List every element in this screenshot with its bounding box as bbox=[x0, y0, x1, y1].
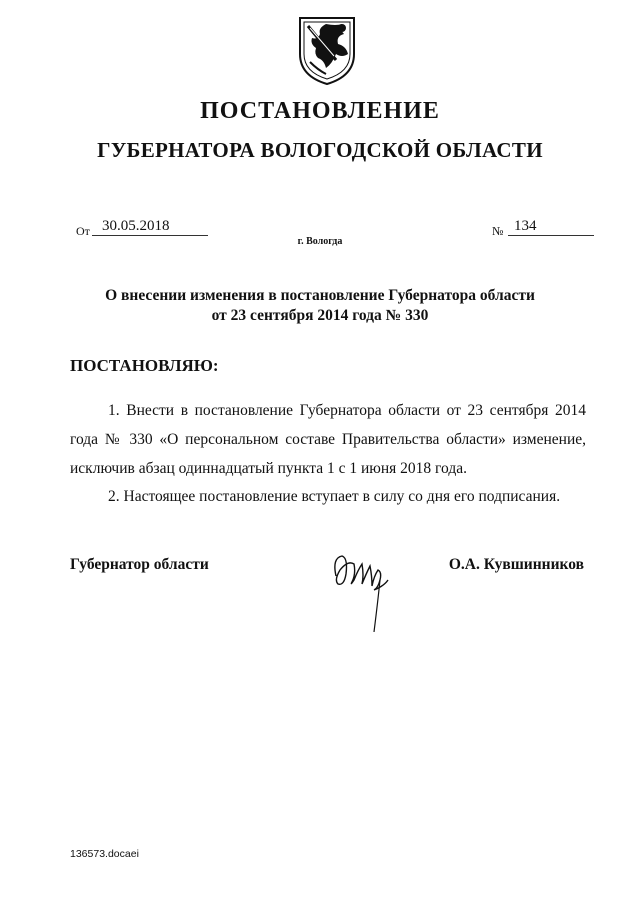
date-label: От bbox=[76, 224, 90, 238]
file-code: 136573.docaei bbox=[70, 848, 139, 860]
document-subtitle: ГУБЕРНАТОРА ВОЛОГОДСКОЙ ОБЛАСТИ bbox=[97, 138, 543, 162]
signatory-position: Губернатор области bbox=[70, 556, 209, 573]
coat-of-arms-icon bbox=[296, 14, 358, 86]
decree-heading: ПОСТАНОВЛЯЮ: bbox=[70, 356, 219, 375]
signature-icon bbox=[328, 540, 398, 632]
subject-line-2: от 23 сентября 2014 года № 330 bbox=[211, 307, 429, 324]
city-label: г. Вологда bbox=[297, 236, 343, 247]
subject-line-1: О внесении изменения в постановление Губернатора области bbox=[105, 287, 535, 304]
number-label: № bbox=[492, 224, 504, 238]
paragraph-1: 1. Внести в постановление Губернатора области от 23 сентября 2014 года № 330 «О персональном составе Правительства области» изменение, исключив абзац одиннадцатый пункта 1 с 1 июня 2018 года. bbox=[70, 402, 586, 477]
signatory-name: О.А. Кувшинников bbox=[448, 556, 584, 573]
document-subject bbox=[60, 286, 580, 326]
number-value: 134 bbox=[508, 218, 594, 236]
date-value: 30.05.2018 bbox=[92, 218, 208, 236]
document-title: ПОСТАНОВЛЕНИЕ bbox=[200, 98, 440, 124]
paragraph-2: 2. Настоящее постановление вступает в силу со дня его подписания. bbox=[108, 488, 561, 505]
